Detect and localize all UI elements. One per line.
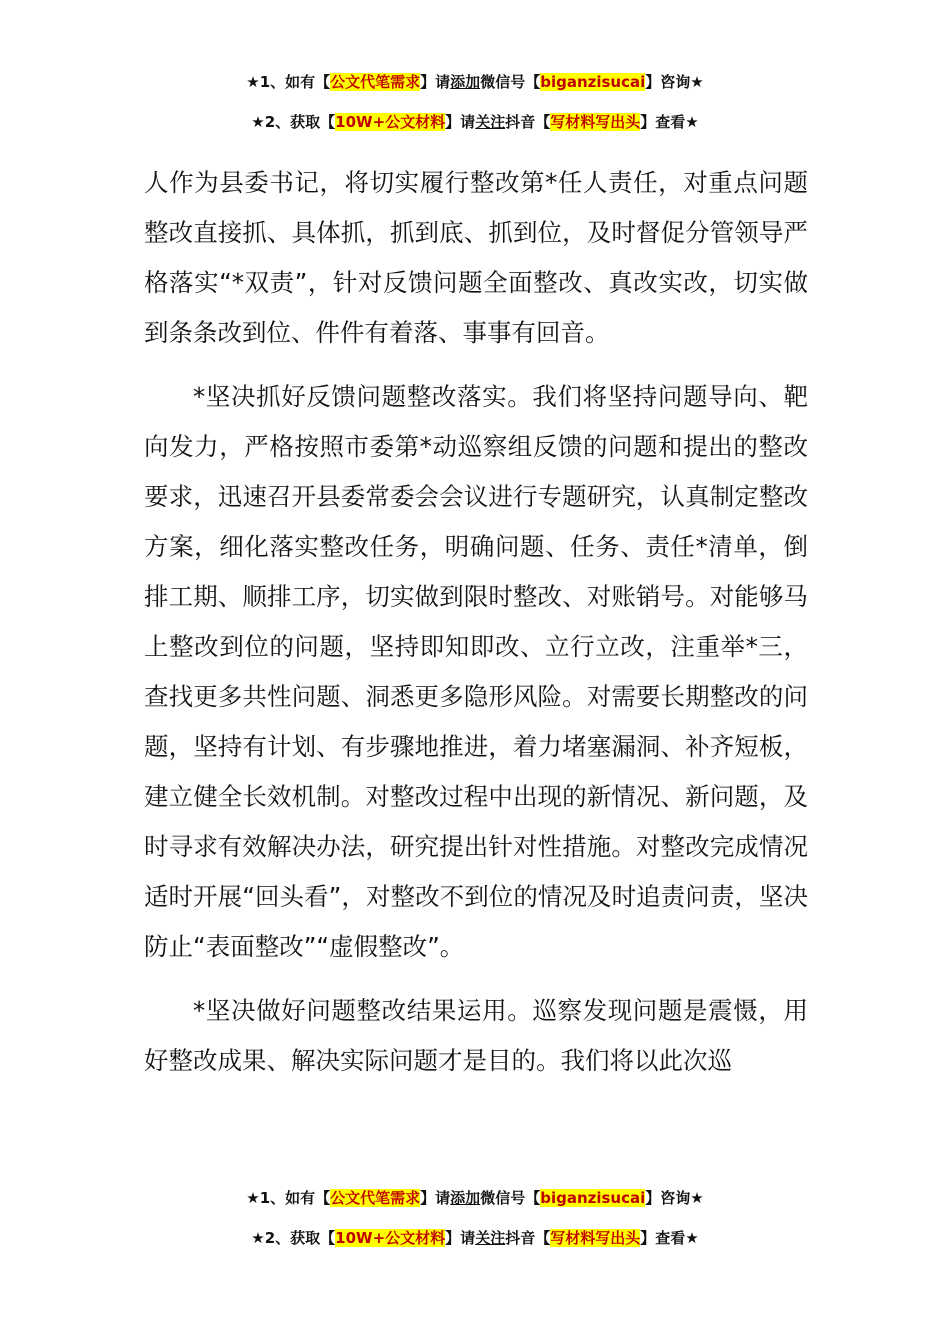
promo-text: 抖音【 bbox=[505, 1229, 551, 1247]
star-icon: ★ bbox=[690, 1189, 704, 1207]
paragraph-3: *坚决做好问题整改结果运用。巡察发现问题是震慑，用好整改成果、解决实际问题才是目的。我们将以此次巡 bbox=[144, 996, 808, 1075]
promo-text: 】查看 bbox=[640, 1229, 686, 1247]
star-icon: ★ bbox=[685, 1229, 699, 1247]
promo-text: 微信号【 bbox=[480, 1189, 541, 1207]
promo-text: 】咨询 bbox=[645, 1189, 691, 1207]
promo-text: 微信号【 bbox=[480, 73, 541, 91]
promo-text: 】咨询 bbox=[645, 73, 691, 91]
promo-text: 】请 bbox=[420, 1189, 451, 1207]
underlined-text: 关注 bbox=[475, 1229, 506, 1247]
promo-text: 】查看 bbox=[640, 113, 686, 131]
highlight-text: 公文代笔需求 bbox=[330, 1189, 421, 1207]
promo-text: 】请 bbox=[420, 73, 451, 91]
wechat-id-highlight: biganzisucai bbox=[540, 1189, 646, 1207]
promo-text: 】请 bbox=[445, 1229, 476, 1247]
document-body bbox=[144, 158, 808, 1086]
header-promo-line-1 bbox=[0, 72, 950, 92]
promo-text: 1、如有【 bbox=[259, 1189, 331, 1207]
underlined-text: 关注 bbox=[475, 113, 506, 131]
promo-text: 2、获取【 bbox=[264, 1229, 336, 1247]
star-icon: ★ bbox=[246, 1189, 260, 1207]
promo-text: 抖音【 bbox=[505, 113, 551, 131]
star-icon: ★ bbox=[246, 73, 260, 91]
douyin-highlight: 写材料写出头 bbox=[550, 113, 641, 131]
star-icon: ★ bbox=[690, 73, 704, 91]
wechat-id-highlight: biganzisucai bbox=[540, 73, 646, 91]
douyin-highlight: 写材料写出头 bbox=[550, 1229, 641, 1247]
promo-text: 】请 bbox=[445, 113, 476, 131]
underlined-text: 添加 bbox=[450, 73, 481, 91]
paragraph-1: 人作为县委书记，将切实履行整改第*任人责任，对重点问题整改直接抓、具体抓，抓到底、抓到位，及时督促分管领导严格落实“*双责”，针对反馈问题全面整改、真改实改，切实做到条条改到位、件件有着落、事事有回音。 bbox=[144, 168, 808, 347]
header-promo-line-2 bbox=[0, 112, 950, 132]
footer-promo-line-2 bbox=[0, 1228, 950, 1248]
highlight-text: 10W+公文材料 bbox=[335, 113, 446, 131]
promo-text: 1、如有【 bbox=[259, 73, 331, 91]
promo-text: 2、获取【 bbox=[264, 113, 336, 131]
underlined-text: 添加 bbox=[450, 1189, 481, 1207]
highlight-text: 公文代笔需求 bbox=[330, 73, 421, 91]
highlight-text: 10W+公文材料 bbox=[335, 1229, 446, 1247]
star-icon: ★ bbox=[251, 1229, 265, 1247]
paragraph-2: *坚决抓好反馈问题整改落实。我们将坚持问题导向、靶向发力，严格按照市委第*动巡察组反馈的问题和提出的整改要求，迅速召开县委常委会会议进行专题研究，认真制定整改方案，细化落实整改任务，明确问题、任务、责任*清单，倒排工期、顺排工序，切实做到限时整改、对账销号。对能够马上整改到位的问题，坚持即知即改、立行立改，注重举*三，查找更多共性问题、洞悉更多隐形风险。对需要长期整改的问题，坚持有计划、有步骤地推进，着力堵塞漏洞、补齐短板，建立健全长效机制。对整改过程中出现的新情况、新问题，及时寻求有效解决办法，研究提出针对性措施。对整改完成情况适时开展“回头看”，对整改不到位的情况及时追责问责，坚决防止“表面整改”“虚假整改”。 bbox=[144, 382, 808, 961]
star-icon: ★ bbox=[251, 113, 265, 131]
star-icon: ★ bbox=[685, 113, 699, 131]
footer-promo-line-1 bbox=[0, 1188, 950, 1208]
